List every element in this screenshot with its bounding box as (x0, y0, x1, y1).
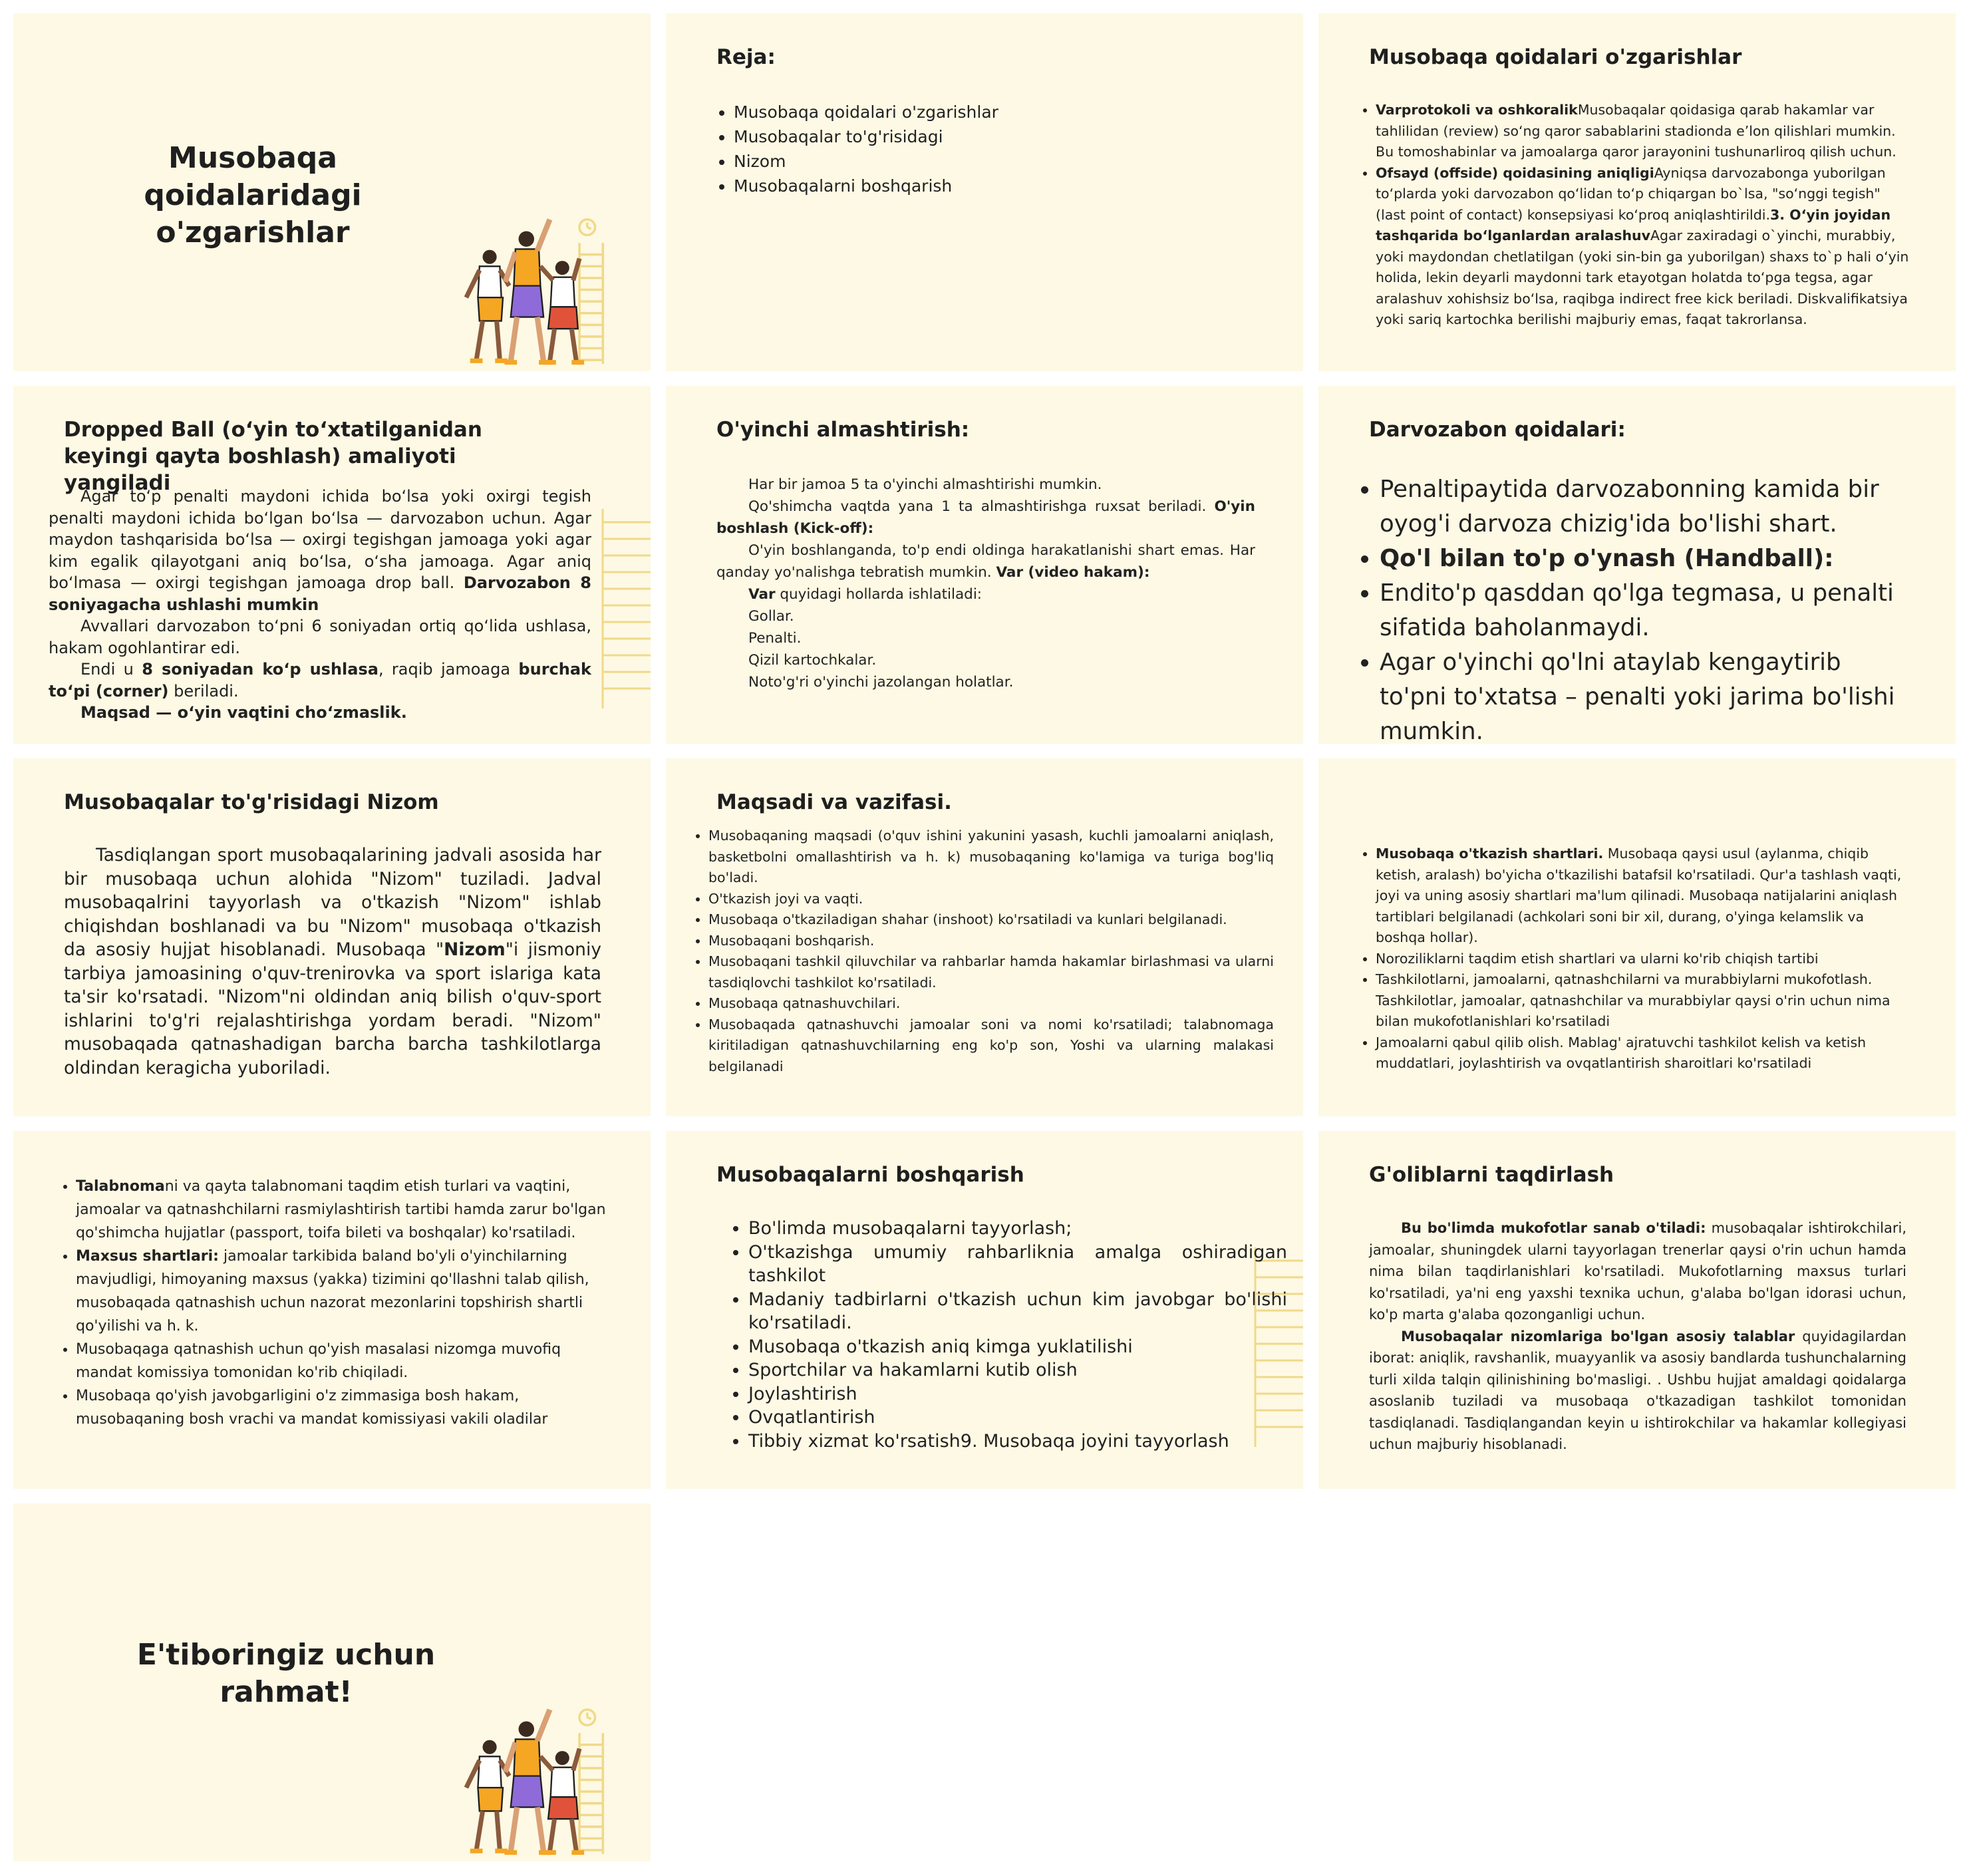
slide-2-title: Reja: (716, 45, 776, 69)
plan-item: • Musobaqalar to'g'risidagi (734, 124, 998, 149)
list-item: • Joylashtirish (748, 1382, 1287, 1406)
slide-3-title: Musobaqa qoidalari o'zgarishlar (1369, 45, 1742, 69)
paragraph: O'yin boshlanganda, to'p endi oldinga harakatlanishi shart emas. Har qanday yo'nalishga tebratish mumkin. Var (video hakam): (716, 542, 1255, 581)
list-item: • Musobaqa qo'yish javobgarligini o'z zimmasiga bosh hakam, musobaqaning bosh vrachi va mandat komissiyasi vakili oladilar (76, 1384, 615, 1431)
list-item: • Musobaqa o'tkazish aniq kimga yuklatilishi (748, 1335, 1287, 1359)
paragraph: Avvallari darvozabon to‘pni 6 soniyadan ortiq qo‘lida ushlasa, hakam ogohlantirar edi. (49, 617, 591, 657)
paragraph: Har bir jamoa 5 ta o'yinchi almashtirishi mumkin. (748, 476, 1102, 493)
slide-1-title: Musobaqa qoidalaridagi o'zgarishlar (144, 141, 362, 249)
plan-list (715, 100, 998, 198)
slide-management (666, 1131, 1303, 1489)
list-item: • Tashkilotlarni, jamoalarni, qatnashchilarni va murabbiylarni mukofotlash. Tashkilotlar, jamoalar, qatnashchilar va murabbiylar qaysi o'rin uchun nima bilan mukofotlanishlari ko'rsatiladi (1376, 969, 1914, 1032)
plan-item: • Musobaqa qoidalari o'zgarishlar (734, 100, 998, 124)
list-item: • Endito'p qasddan qo'lga tegmasa, u penalti sifatida baholanmaydi. (1380, 576, 1912, 645)
paragraph: Gollar. (748, 608, 794, 625)
dropped-ball-text (49, 486, 591, 724)
paragraph: Musobaqalar nizomlariga bo'lgan asosiy talablar quyidagilardan iborat: aniqlik, ravshanlik, muayyanlik va asosiy bandlarda tushunchalarning turli xilda talqin qilinishining bo'masligi. . Ushbu hujjat amaldagi qoidalarga asoslanib tuziladi va musobaqa o'tkazadigan tashkilot tomonidan tasdiqlanadi. Tasdiqlangandan keyin u ishtirokchilar va hakamlar kollegiyasi uchun majburiy hisoblanadi. (1369, 1328, 1906, 1452)
application-list (57, 1175, 615, 1431)
list-item: • Musobaqada qatnashuvchi jamoalar soni va nomi ko'rsatiladi; talabnomaga kiritiladigan qatnashuvchilarning eng ko'p son, Yoshi va ularning malakasi belgilanadi (708, 1015, 1274, 1078)
conditions-list (1357, 844, 1914, 1074)
slide-plan (666, 13, 1303, 371)
slide-application (13, 1131, 651, 1489)
plan-item: • Nizom (734, 149, 998, 174)
list-item: • Sportchilar va hakamlarni kutib olish (748, 1358, 1287, 1382)
goalkeeper-list (1361, 472, 1912, 744)
slide-6-title: Darvozabon qoidalari: (1369, 418, 1626, 442)
paragraph: Endi u 8 soniyadan ko‘p ushlasa, raqib jamoaga burchak to‘pi (corner) beriladi. (49, 660, 591, 701)
slide-goalkeeper-rules (1318, 386, 1956, 744)
management-list (716, 1217, 1287, 1453)
slide-13-title: E'tiboringiz uchun rahmat! (136, 1638, 436, 1709)
paragraph: Qizil kartochkalar. (748, 652, 877, 669)
list-item: • Agar o'yinchi qo'lni ataylab kengaytirib to'pni to'xtatsa – penalti yoki jarima bo'lishi mumkin. (1380, 645, 1912, 744)
slide-5-title: O'yinchi almashtirish: (716, 418, 970, 442)
substitution-text (716, 474, 1255, 693)
slide-thanks (13, 1503, 651, 1861)
slide-regulation (13, 758, 651, 1116)
list-item: • Qo'l bilan to'p o'ynash (Handball): (1380, 542, 1912, 576)
list-item: • Musobaqani tashkil qiluvchilar va rahbarlar hamda hakamlar birlashmasi va ularni tasdiqlovchi tashkilot ko'rsatiladi. (708, 951, 1274, 993)
slide-title (13, 13, 651, 371)
list-item: • Musobaqaga qatnashish uchun qo'yish masalasi nizomga muvofiq mandat komissiya tomonidan ko'rib chiqiladi. (76, 1338, 615, 1384)
list-item: • Talabnomani va qayta talabnomani taqdim etish turlari va vaqtini, jamoalar va qatnashchilarni rasmiylashtirish tartibi hamda zarur bo'lgan qo'shimcha hujjatlar (passport, toifa bileti va boshqalar) ko'rsatiladi. (76, 1175, 615, 1245)
slide-purpose (666, 758, 1303, 1116)
list-item: • Bo'limda musobaqalarni tayyorlash; (748, 1217, 1287, 1241)
list-item: • Tibbiy xizmat ko'rsatish9. Musobaqa joyini tayyorlash (748, 1430, 1287, 1454)
list-item: • Noroziliklarni taqdim etish shartlari va ularni ko'rib chiqish tartibi (1376, 949, 1914, 970)
slide-substitution (666, 386, 1303, 744)
slide-12-title: G'oliblarni taqdirlash (1369, 1163, 1614, 1187)
rule-changes-list (1357, 100, 1914, 331)
slide-rule-changes (1318, 13, 1956, 371)
slide-conditions (1318, 758, 1956, 1116)
paragraph: Maqsad — o‘yin vaqtini cho‘zmaslik. (80, 703, 407, 722)
slide-8-title: Maqsadi va vazifasi. (716, 790, 952, 814)
list-item: • Musobaqa o'tkaziladigan shahar (inshoot) ko'rsatiladi va kunlari belgilanadi. (708, 909, 1274, 931)
paragraph: Tasdiqlangan sport musobaqalarining jadvali asosida har bir musobaqa uchun alohida "Nizom" tuziladi. Jadval musobaqalrini tayyorlash va o'tkazish "Nizom" ishlab chiqishdan boshlanadi va bu "Nizom" musobaqa o'tkazish da asosiy hujjat hisoblanadi. Musobaqa "Nizom"i jismoniy tarbiya jamoasining o'quv-trenirovka va sport islariga kata ta'sir ko'rsatadi. "Nizom"ni oldindan aniq bilish o'quv-sport ishlarini to'g'ri rejalashtirishga yordam beradi. "Nizom" musobaqada qatnashadigan barcha barcha tashkilotlarga oldindan keragicha yuboriladi. (64, 845, 602, 1078)
list-item: • O'tkazishga umumiy rahbarliknia amalga oshiradigan tashkilot (748, 1241, 1287, 1288)
list-item: • Musobaqani boshqarish. (708, 931, 1274, 952)
list-item: • Madaniy tadbirlarni o'tkazish uchun kim javobgar bo'lishi ko'rsatiladi. (748, 1288, 1287, 1335)
paragraph: Noto'g'ri o'yinchi jazolangan holatlar. (748, 674, 1014, 691)
slide-awards (1318, 1131, 1956, 1489)
paragraph: Agar to‘p penalti maydoni ichida bo‘lsa yoki oxirgi tegish penalti maydoni ichida bo‘lgan bo‘lsa — darvozabon uchun. Agar maydon tashqarisida bo‘lsa — oxirgi tegishgan jamoaga yoki agar kim egalik qilayotgani aniq bo‘lsa, o‘sha jamoaga. Agar aniq bo‘lmasa — oxirgi tegishgan jamoaga drop ball. Darvozabon 8 soniyagacha ushlashi mumkin (49, 487, 592, 614)
purpose-list (690, 826, 1274, 1077)
paragraph: Var quyidagi hollarda ishlatiladi: (748, 586, 983, 603)
list-item: • Musobaqaning maqsadi (o'quv ishini yakunini yasash, kuchli jamoalarni aniqlash, basketbolni omallashtirish va h. k) musobaqaning ko'lamiga va turiga bog'liq bo'ladi. (708, 826, 1274, 889)
list-item: • O'tkazish joyi va vaqti. (708, 889, 1274, 910)
list-item: • Penaltipaytida darvozabonning kamida bir oyog'i darvoza chizig'ida bo'lishi shart. (1380, 472, 1912, 542)
list-item: • Ofsayd (offside) qoidasining aniqligiAyniqsa darvozabonga yuborilgan to‘plarda yoki darvozabon qo‘lidan to‘p chiqargan bo`lsa, "so‘nggi tegish" (last point of contact) konsepsiyasi ko‘proq aniqlashtirildi.3. O‘yin joyidan tashqarida bo‘lganlardan aralashuvAgar zaxiradagi o`yinchi, murabbiy, yoki maydondan chetlatilgan (yoki sin-bin ga yuborilgan) shaxs to`p hali o‘yin holida, lekin deyarli maydonni tark etayotgan holatda to‘pga tegsa, agar aralashuv xohishsiz bo‘lsa, raqibga indirect free kick beriladi. Diskvalifikatsiya yoki sariq kartochka berilishi majburiy emas, faqat takrorlansa. (1376, 163, 1914, 331)
paragraph: Bu bo'limda mukofotlar sanab o'tiladi: musobaqalar ishtirokchilari, jamoalar, shuningdek ularni tayyorlagan trenerlar qaysi o'rin uchun hamda nima bilan taqdirlanishlari ko'rsatiladi. Mukofotlarning maxsus turlari ko'rsatiladi, ya'ni eng yaxshi texnika uchun, g'alaba bo'lgan idorasi uchun, ko'p marta g'alaba qozonganligi uchun. (1369, 1220, 1906, 1323)
slide-11-title: Musobaqalarni boshqarish (716, 1163, 1024, 1187)
list-item: • Varprotokoli va oshkoralikMusobaqalar qoidasiga qarab hakamlar var tahlilidan (review) so‘ng qaror sabablarini stadionda e’lon qilishlari mumkin. Bu tomoshabinlar va jamoalarga qaror jarayonini tushunarliroq qilish uchun. (1376, 100, 1914, 163)
list-item: • Musobaqa o'tkazish shartlari. Musobaqa qaysi usul (aylanma, chiqib ketish, aralash) bo'yicha o'tkazilishi batafsil ko'rsatiladi. Qur'a tashlash vaqti, joyi va uning asosiy shartlari ma'lum qilinadi. Musobaqa natijalarini aniqlash tartiblari belgilanadi (achkolari soni bir xil, durang, o'yinga kelamslik va boshqa hollar). (1376, 844, 1914, 949)
athletes-illustration (462, 1702, 642, 1858)
paragraph: Penalti. (748, 630, 802, 647)
slide-7-title: Musobaqalar to'g'risidagi Nizom (64, 790, 439, 814)
list-item: • Maxsus shartlari: jamoalar tarkibida baland bo'yli o'yinchilarning mavjudligi, himoyaning maxsus (yakka) tizimini qo'llashni talab qilish, musobaqada qatnashish uchun nazorat mezonlarini topshirish shartli qo'yilishi va h. k. (76, 1245, 615, 1338)
athletes-illustration (462, 212, 642, 368)
paragraph: Qo'shimcha vaqtda yana 1 ta almashtirishga ruxsat beriladi. O'yin boshlash (Kick-off): (716, 498, 1255, 537)
awards-text (1369, 1217, 1906, 1456)
regulation-text (64, 844, 601, 1080)
slide-4-title: Dropped Ball (o‘yin to‘xtatilganidan keyingi qayta boshlash) amaliyoti yangiladi (64, 418, 482, 495)
list-item: • Ovqatlantirish (748, 1406, 1287, 1430)
ladder-decoration (599, 509, 651, 708)
slide-dropped-ball (13, 386, 651, 744)
plan-item: • Musobaqalarni boshqarish (734, 174, 998, 198)
list-item: • Jamoalarni qabul qilib olish. Mablag' ajratuvchi tashkilot kelish va ketish muddatlari, joylashtirish va ovqatlantirish sharoitlari ko'rsatiladi (1376, 1032, 1914, 1074)
list-item: • Musobaqa qatnashuvchilari. (708, 993, 1274, 1015)
